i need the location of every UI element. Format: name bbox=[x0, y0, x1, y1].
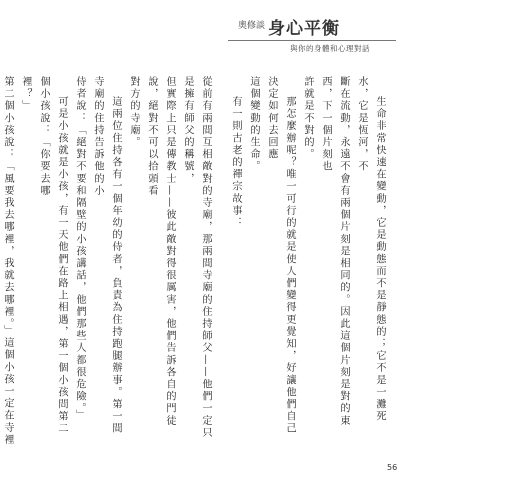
text-column: 有一則古老的禪宗故事： bbox=[230, 96, 241, 230]
text-column: 第二個小孩說：「風要我去哪裡，我就去哪裡。」這個小孩一定在寺裡 bbox=[2, 76, 13, 446]
book-subtitle: 與你的身體和心理對話 bbox=[290, 44, 370, 53]
header-prefix: 奧修談 bbox=[238, 21, 266, 31]
text-column: 可是小孩就是小孩，有一天他們在路上相遇，第一個小孩問第二個小孩說：「你要去哪 bbox=[38, 76, 67, 436]
running-header bbox=[228, 18, 396, 54]
text-column: 對方的寺廟。 bbox=[128, 76, 139, 149]
text-column: 但實際上只是傳教士——彼此敵對得很厲害，他們告訴各自的門徒說，絕對不可以拾頭看 bbox=[146, 76, 175, 427]
text-column: 那怎麼辦呢？唯一可行的就是使人們變得更覺知，好讓他們自己決定如何去回應 bbox=[266, 76, 295, 436]
text-column: 許就是不對的。 bbox=[302, 76, 313, 161]
page-number: 56 bbox=[387, 463, 398, 472]
page-body bbox=[0, 76, 388, 446]
text-column: 生命非常快速在變動，它是動態而不是靜態的；它不是一灘死水，它是恆河，不 bbox=[356, 76, 385, 424]
book-title: 身心平衡 bbox=[268, 19, 340, 39]
text-column: 從前有兩間互相敵對的寺廟，那兩間寺廟的住持師父——他們一定只是擁有師父的稱號， bbox=[182, 76, 211, 439]
text-column: 這個變動的生命。 bbox=[248, 76, 259, 173]
text-column: 這兩位住持各有一個年幼的侍者，負責為住持跑腿辦事。第一間寺廟的住持告訴他的小 bbox=[92, 76, 121, 436]
text-column: 斷在流動，永遠不會有兩個片刻是相同的。因此這個片刻是對的東西，下一個片刻也 bbox=[320, 76, 349, 427]
text-column: 裡？」 bbox=[20, 76, 31, 113]
text-column: 侍者說：「絕對不要和隔壁的小孩講話，他們那些人都很危險。」 bbox=[74, 76, 85, 422]
header-rule bbox=[228, 40, 396, 41]
